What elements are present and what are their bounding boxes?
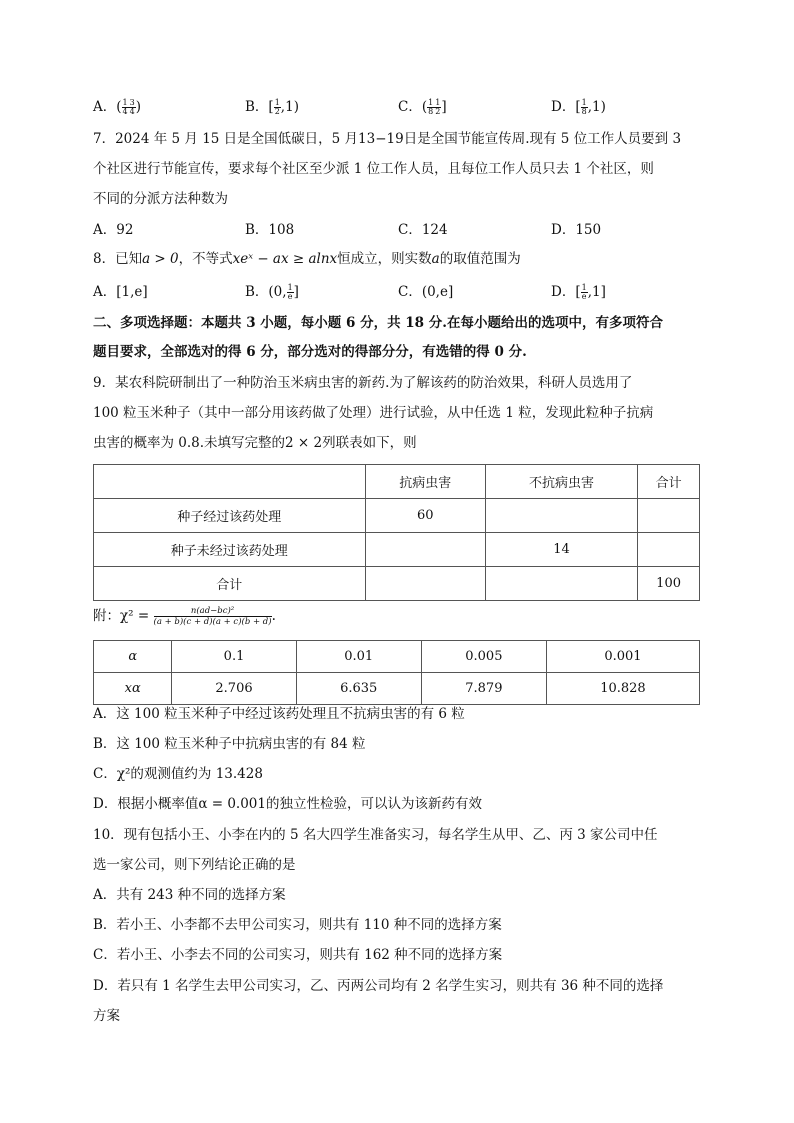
table-cell: 2.706 <box>172 673 296 705</box>
table-cell <box>485 567 637 601</box>
q7-option-d: D．150 <box>551 222 602 238</box>
q9-option-a: A．这 100 粒玉米种子中经过该药处理且不抗病虫害的有 6 粒 <box>93 706 465 722</box>
q10-line-2: 选一家公司，则下列结论正确的是 <box>93 857 296 873</box>
table-cell <box>94 465 366 499</box>
table-cell: 0.005 <box>421 641 546 673</box>
q6-option-b: B．[ $\frac{1}{2}$ ,1) <box>245 98 299 116</box>
chi-square-formula: 附：χ² = $\frac{\text{n(ad−bc)²}}{(a + b)(c + d)(a + c)(b + d)}$. <box>93 606 276 627</box>
table-cell: 6.635 <box>296 673 421 705</box>
q10-option-d: D．若只有 1 名学生去甲公司实习，乙、丙两公司均有 2 名学生实习，则共有 36 种不同的选择 <box>93 978 664 994</box>
q7-option-a: A．92 <box>93 222 134 238</box>
q7-option-b: B．108 <box>245 222 295 238</box>
table-cell <box>638 499 700 533</box>
table-cell: 不抗病虫害 <box>485 465 637 499</box>
table-row <box>94 533 700 567</box>
table-cell: 合计 <box>94 567 366 601</box>
table-row <box>94 641 700 673</box>
table-cell: 0.1 <box>172 641 296 673</box>
q8-stem: 8．已知a > 0，不等式xeˣ − ax ≥ alnx恒成立，则实数a的取值范围为 <box>93 251 521 267</box>
table-cell: 60 <box>365 499 485 533</box>
table-cell <box>365 567 485 601</box>
q9-option-b: B．这 100 粒玉米种子中抗病虫害的有 84 粒 <box>93 736 366 752</box>
table-cell: 合计 <box>638 465 700 499</box>
q7-line-2: 个社区进行节能宣传，要求每个社区至少派 1 位工作人员，且每位工作人员只去 1 个社区，则 <box>93 161 654 177</box>
table-cell: 14 <box>485 533 637 567</box>
table-cell <box>365 533 485 567</box>
contingency-table <box>93 464 700 601</box>
q8-option-b: B．(0, $\frac{1}{e}$ ] <box>245 283 299 301</box>
q9-option-c: C．χ²的观测值约为 13.428 <box>93 766 263 782</box>
q10-option-c: C．若小王、小李去不同的公司实习，则共有 162 种不同的选择方案 <box>93 947 503 963</box>
q7-line-3: 不同的分派方法种数为 <box>93 191 228 207</box>
q6-option-c: C．( $\frac{1}{8}$ $\frac{1}{2}$ ] <box>398 98 447 116</box>
table-row <box>94 499 700 533</box>
table-cell: 100 <box>638 567 700 601</box>
q10-line-1: 10．现有包括小王、小李在内的 5 名大四学生准备实习，每名学生从甲、乙、丙 3 家公司中任 <box>93 827 658 843</box>
q6-option-d: D．[ $\frac{1}{8}$ ,1) <box>551 98 606 116</box>
section-2-heading-line-2: 题目要求，全部选对的得 6 分，部分选对的得部分分，有选错的得 0 分. <box>93 344 527 360</box>
q8-option-c: C．(0,e] <box>398 284 454 300</box>
table-cell: 种子经过该药处理 <box>94 499 366 533</box>
table-cell: 0.001 <box>546 641 699 673</box>
q8-option-d: D．[ $\frac{1}{e}$ ,1] <box>551 283 606 301</box>
table-cell <box>485 499 637 533</box>
q10-option-d-continued: 方案 <box>93 1008 120 1024</box>
q7-options <box>93 220 701 240</box>
q8-option-a: A．[1,e] <box>93 284 148 300</box>
table-cell: 0.01 <box>296 641 421 673</box>
q9-line-1: 9．某农科院研制出了一种防治玉米病虫害的新药.为了解该药的防治效果，科研人员选用了 <box>93 375 633 391</box>
table-cell: 种子未经过该药处理 <box>94 533 366 567</box>
section-2-heading-line-1: 二、多项选择题：本题共 3 小题，每小题 6 分，共 18 分.在每小题给出的选项中，有多项符合 <box>93 315 663 331</box>
table-row <box>94 673 700 705</box>
q9-line-2: 100 粒玉米种子（其中一部分用该药做了处理）进行试验，从中任选 1 粒，发现此粒种子抗病 <box>93 405 654 421</box>
q9-line-3: 虫害的概率为 0.8.未填写完整的2 × 2列联表如下，则 <box>93 435 417 451</box>
q6-options <box>93 97 701 117</box>
table-cell: xα <box>94 673 172 705</box>
q9-option-d: D．根据小概率值α = 0.001的独立性检验，可以认为该新药有效 <box>93 796 482 812</box>
q10-option-b: B．若小王、小李都不去甲公司实习，则共有 110 种不同的选择方案 <box>93 917 502 933</box>
critical-value-table <box>93 640 700 705</box>
q7-line-1: 7．2024 年 5 月 15 日是全国低碳日，5 月13−19日是全国节能宣传周.现有 5 位工作人员要到 3 <box>93 131 682 147</box>
q8-options <box>93 282 701 302</box>
table-cell <box>638 533 700 567</box>
table-cell: α <box>94 641 172 673</box>
q7-option-c: C．124 <box>398 222 448 238</box>
table-row <box>94 567 700 601</box>
table-cell: 抗病虫害 <box>365 465 485 499</box>
q10-option-a: A．共有 243 种不同的选择方案 <box>93 887 286 903</box>
table-cell: 7.879 <box>421 673 546 705</box>
table-cell: 10.828 <box>546 673 699 705</box>
table-row <box>94 465 700 499</box>
q6-option-a: A．( $\frac{1}{4}$ $\frac{3}{4}$ ) <box>93 98 141 116</box>
